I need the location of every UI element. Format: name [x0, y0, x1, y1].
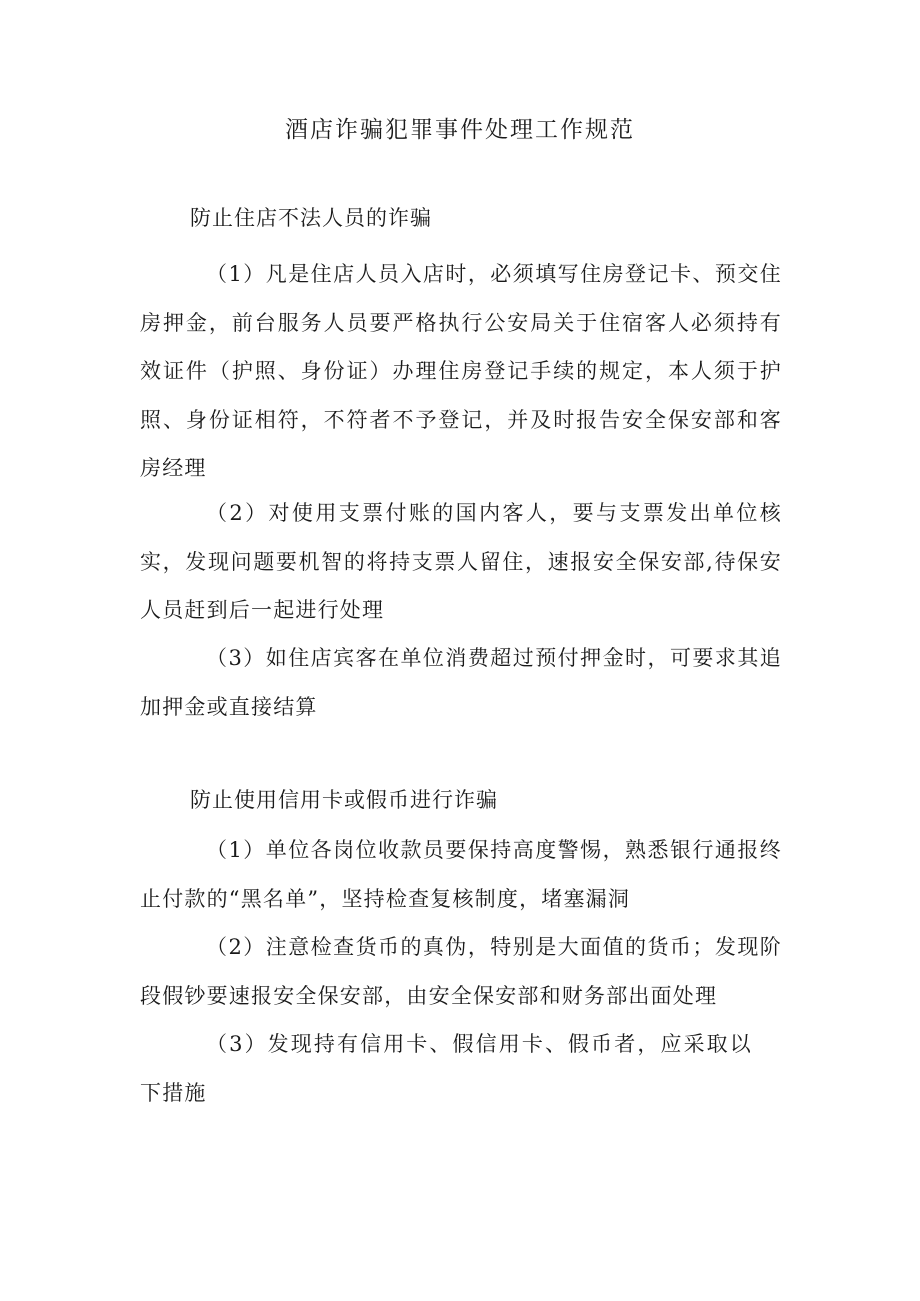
- paragraph-1-3: （3）如住店宾客在单位消费超过预付押金时，可要求其追加押金或直接结算: [140, 646, 782, 719]
- section-heading-2: 防止使用信用卡或假币进行诈骗: [190, 788, 498, 812]
- section-heading-1: 防止住店不法人员的诈骗: [190, 206, 432, 230]
- paragraph-1-1: （1）凡是住店人员入店时，必须填写住房登记卡、预交住房押金，前台服务人员要严格执行公安局关于住宿客人必须持有效证件（护照、身份证）办理住房登记手续的规定，本人须于护照、身份证相符，不符者不予登记，并及时报告安全保安部和客房经理: [140, 262, 782, 480]
- paragraph-1-2: （2）对使用支票付账的国内客人，要与支票发出单位核实，发现问题要机智的将持支票人留住，速报安全保安部,待保安人员赶到后一起进行处理: [140, 501, 782, 622]
- paragraph-2-3: （3）发现持有信用卡、假信用卡、假币者，应采取以下措施: [140, 1032, 752, 1105]
- document-title: 酒店诈骗犯罪事件处理工作规范: [285, 117, 635, 143]
- paragraph-2-1: （1）单位各岗位收款员要保持高度警惕，熟悉银行通报终止付款的“黑名单”，坚持检查复核制度，堵塞漏洞: [140, 838, 782, 911]
- paragraph-2-2: （2）注意检查货币的真伪，特别是大面值的货币；发现阶段假钞要速报安全保安部，由安全保安部和财务部出面处理: [140, 935, 782, 1008]
